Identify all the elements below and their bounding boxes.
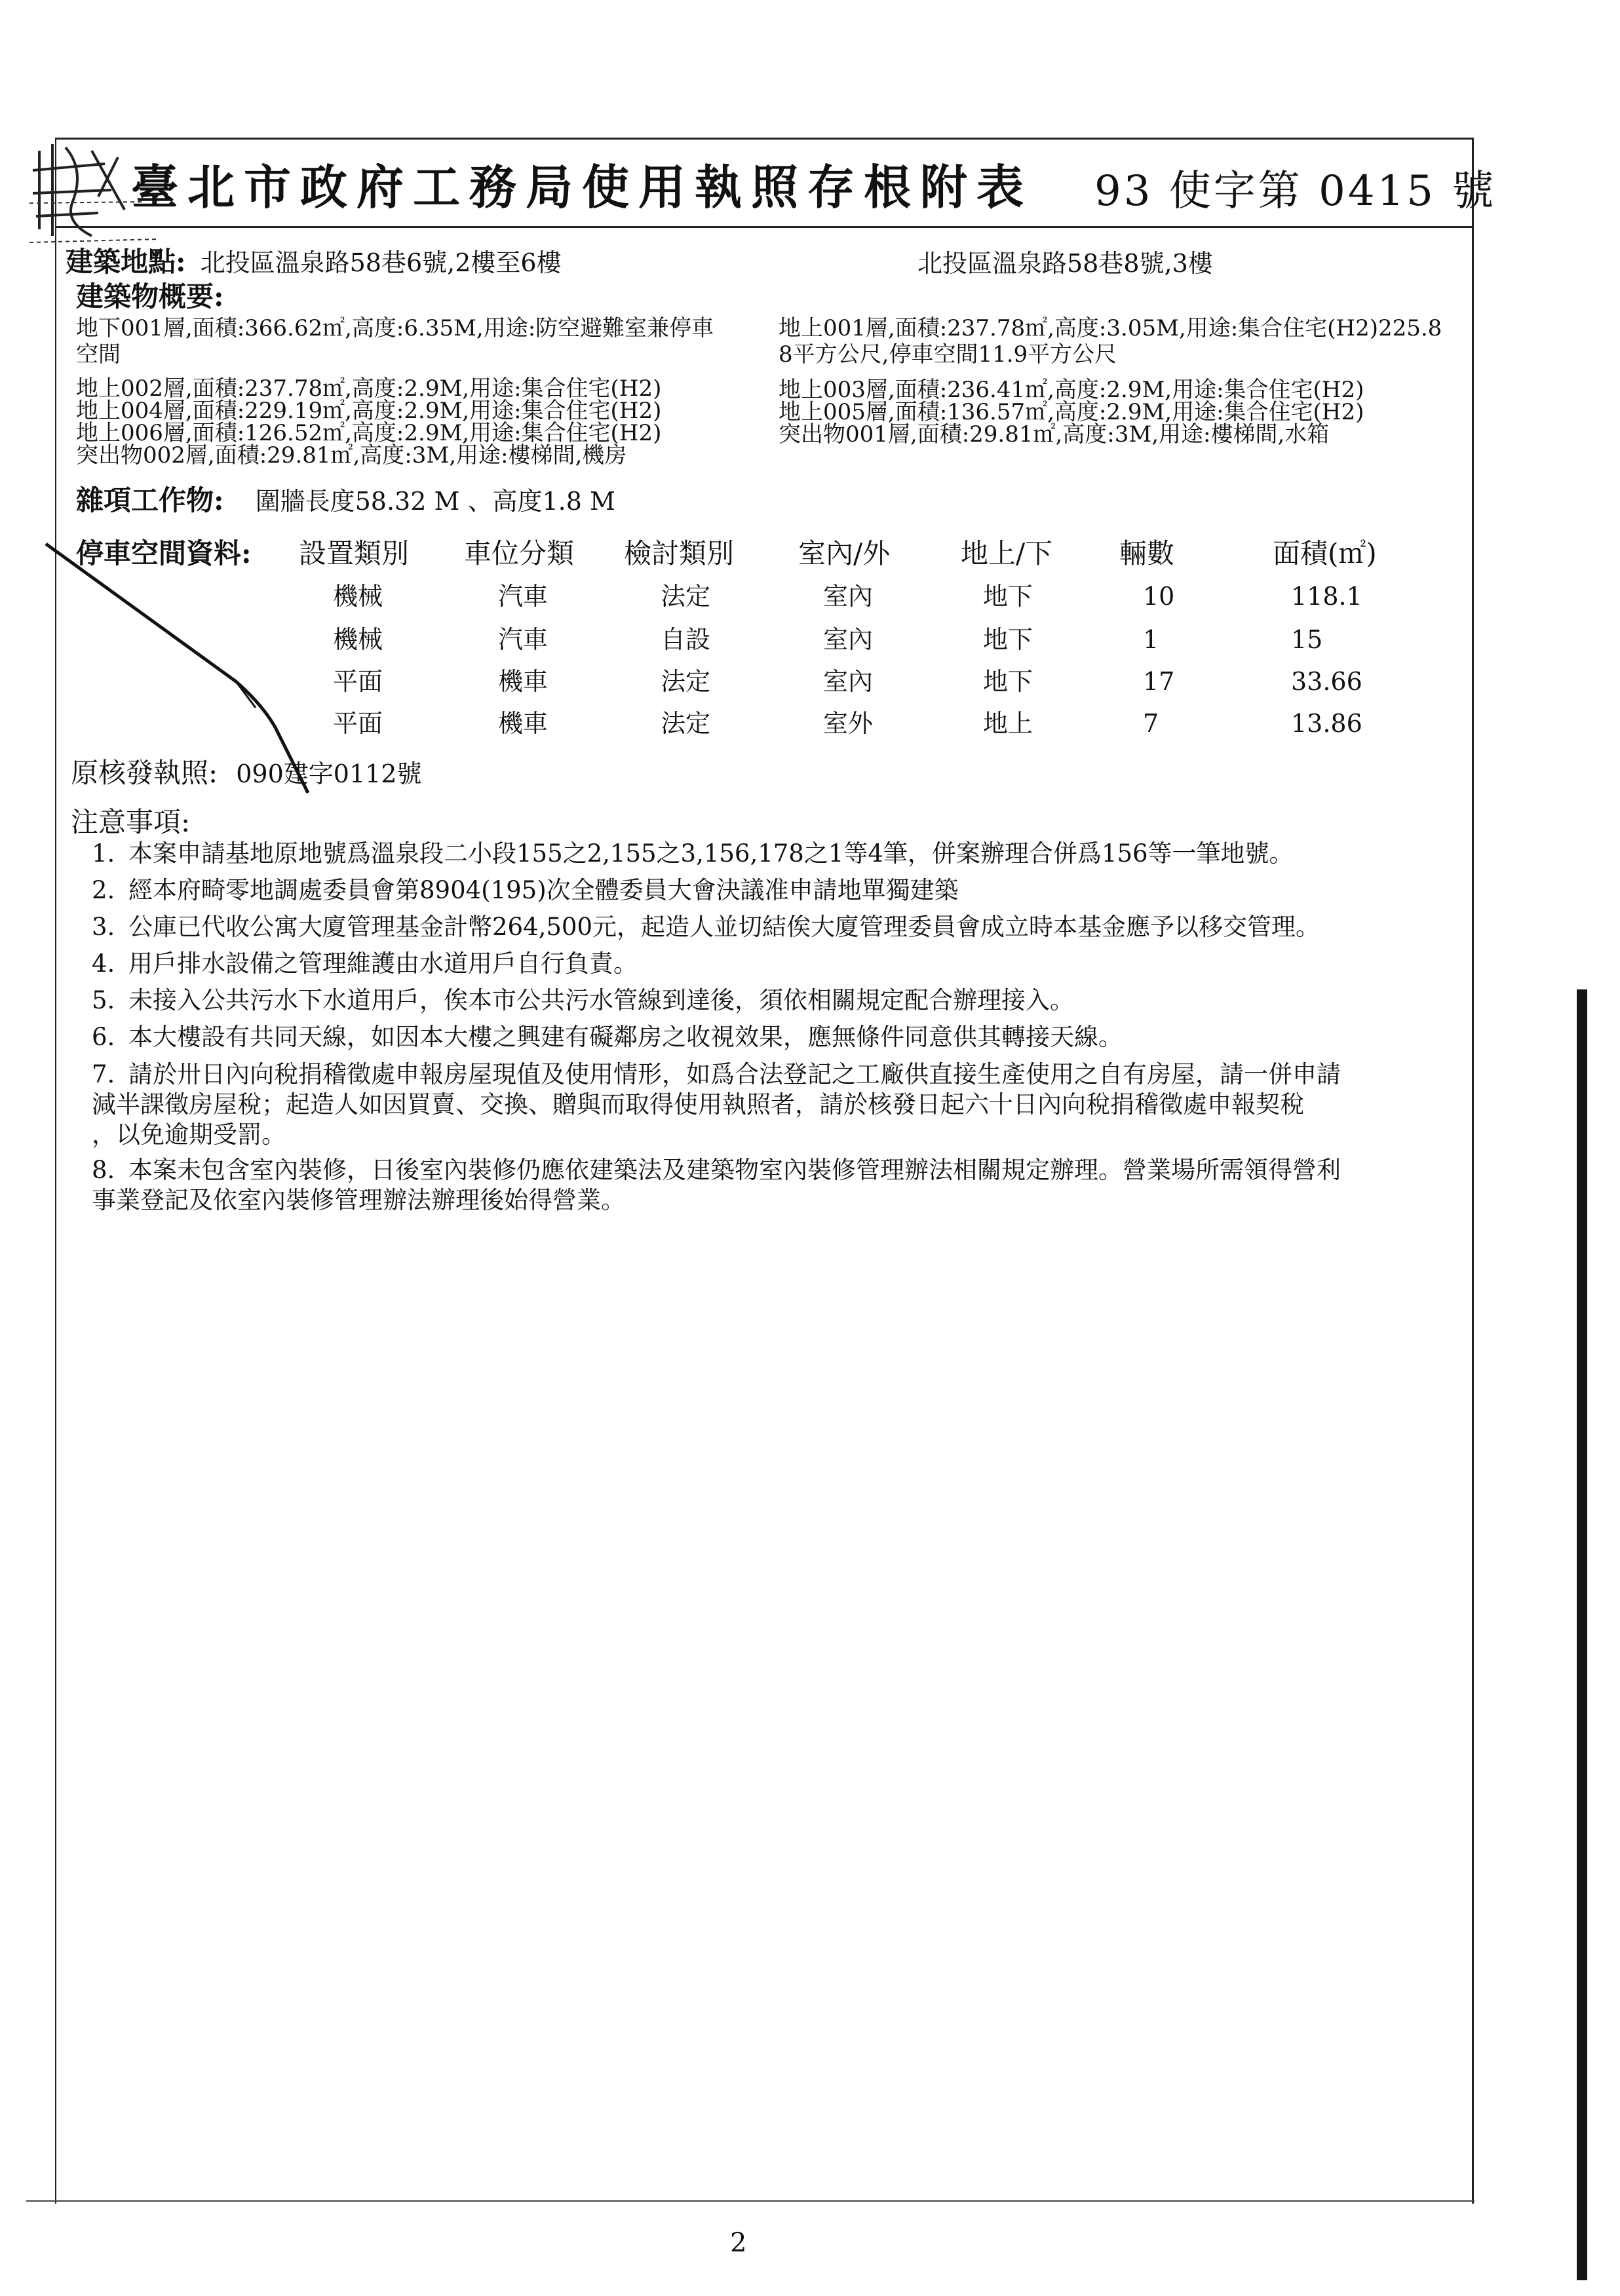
misc-work-label: 雜項工作物: [76,484,224,516]
notes-list [92,835,1481,1215]
overview-b1: 地下001層,面積:366.62㎡,高度:6.35M,用途:防空避難室兼停車 [76,315,714,341]
note-item: 8. 本案未包含室內裝修，日後室內裝修仍應依建築法及建築物室內裝修管理辦法相關規定辦理。營業場所需領得營利 事業登記及依室內裝修管理辦法辦理後始得營業。 [92,1156,1341,1214]
note-item: 5. 未接入公共污水下水道用戶，俟本市公共污水管線到達後，須依相關規定配合辦理接入。 [92,986,1074,1014]
parking-cell: 平面 [333,667,383,696]
parking-label: 停車空間資料: [76,537,252,569]
notes-label: 注意事項: [71,806,191,838]
address-main: 北投區溫泉路58巷6號,2樓至6樓 [200,248,562,277]
parking-header-count: 輛數 [1119,537,1175,569]
original-permit-value: 090建字0112號 [236,759,422,788]
overview-f2: 地上002層,面積:237.78㎡,高度:2.9M,用途:集合住宅(H2) [76,375,662,402]
bottom-divider [26,2200,1475,2202]
parking-header-level: 地上/下 [961,537,1053,569]
document-title: 臺北市政府工務局使用執照存根附表 [131,160,1033,215]
parking-cell: 室外 [823,709,874,738]
address-label: 建築地點: [66,246,186,278]
parking-header-area: 面積(㎡) [1273,537,1377,569]
overview-f5: 地上005層,面積:136.57㎡,高度:2.9M,用途:集合住宅(H2) [779,399,1364,425]
parking-cell: 13.86 [1291,709,1362,738]
note-item: 1. 本案申請基地原地號爲溫泉段二小段155之2,155之3,156,178之1等4筆，併案辦理合併爲156等一筆地號。 [92,839,1294,868]
parking-cell: 機械 [333,582,383,611]
parking-cell: 機車 [498,709,549,738]
note-item: 6. 本大樓設有共同天線，如因本大樓之興建有礙鄰房之收視效果，應無條件同意供其轉接天線。 [92,1023,1123,1051]
original-permit-label: 原核發執照: [71,757,218,789]
overview-p1: 突出物001層,面積:29.81㎡,高度:3M,用途:樓梯間,水箱 [779,421,1330,448]
note-item: 2. 經本府畸零地調處委員會第8904(195)次全體委員大會決議准申請地單獨建築 [92,876,959,904]
parking-header-vehicle: 車位分類 [464,537,575,569]
overview-p2: 突出物002層,面積:29.81㎡,高度:3M,用途:樓梯間,機房 [76,442,627,469]
address-secondary: 北投區溫泉路58巷8號,3樓 [917,249,1213,278]
parking-cell: 地下 [983,667,1033,696]
overview-f3: 地上003層,面積:236.41㎡,高度:2.9M,用途:集合住宅(H2) [779,377,1364,403]
parking-cell: 15 [1291,625,1323,654]
parking-cell: 法定 [661,709,711,738]
page-number: 2 [730,2228,747,2258]
note-item: 7. 請於卅日內向稅捐稽徵處申報房屋現值及使用情形，如爲合法登記之工廠供直接生產使用之自有房屋，請一併申請 減半課徵房屋稅；起造人如因買賣、交換、贈與而取得使用執照者，請於核發日起六十日內向稅捐稽徵處申報契稅 ，以免逾期受罰。 [92,1060,1341,1149]
parking-cell: 10 [1143,582,1175,611]
parking-cell: 7 [1143,709,1159,738]
overview-f6: 地上006層,面積:126.52㎡,高度:2.9M,用途:集合住宅(H2) [76,420,662,446]
permit-number: 93 使字第 0415 號 [1094,167,1497,216]
parking-cell: 機械 [333,625,383,654]
parking-cell: 室內 [823,667,874,696]
parking-cell: 法定 [661,582,711,611]
overview-f4: 地上004層,面積:229.19㎡,高度:2.9M,用途:集合住宅(H2) [76,398,662,424]
parking-cell: 地上 [983,709,1033,738]
parking-cell: 汽車 [498,582,549,611]
parking-header-indoor: 室內/外 [798,537,891,569]
overview-f1-cont: 8平方公尺,停車空間11.9平方公尺 [779,341,1117,368]
original-permit-row [71,759,422,788]
scan-edge-shadow [1577,989,1587,2280]
note-item: 3. 公庫已代收公寓大廈管理基金計幣264,500元，起造人並切結俟大廈管理委員會成立時本基金應予以移交管理。 [92,913,1321,941]
misc-work-row [76,486,615,516]
address-row [66,248,562,277]
parking-cell: 室內 [823,582,874,611]
parking-cell: 機車 [498,667,549,696]
parking-header-review: 檢討類別 [624,537,735,569]
parking-cell: 地下 [983,625,1033,654]
note-item: 4. 用戶排水設備之管理維護由水道用戶自行負責。 [92,949,638,978]
parking-cell: 118.1 [1291,582,1362,611]
overview-f1: 地上001層,面積:237.78㎡,高度:3.05M,用途:集合住宅(H2)225.8 [779,315,1442,341]
parking-cell: 汽車 [498,625,549,654]
parking-cell: 17 [1143,667,1175,696]
misc-work-value: 圍牆長度58.32 M 、高度1.8 M [255,487,615,516]
title-divider [55,226,1473,228]
overview-b1-cont: 空間 [76,341,121,368]
parking-cell: 1 [1143,625,1159,654]
parking-cell: 法定 [661,667,711,696]
parking-cell: 33.66 [1291,667,1362,696]
parking-cell: 地下 [983,582,1033,611]
overview-label: 建築物概要: [76,280,224,313]
parking-cell: 平面 [333,709,383,738]
parking-header-type: 設置類別 [299,537,410,569]
parking-cell: 室內 [823,625,874,654]
parking-cell: 自設 [661,625,711,654]
